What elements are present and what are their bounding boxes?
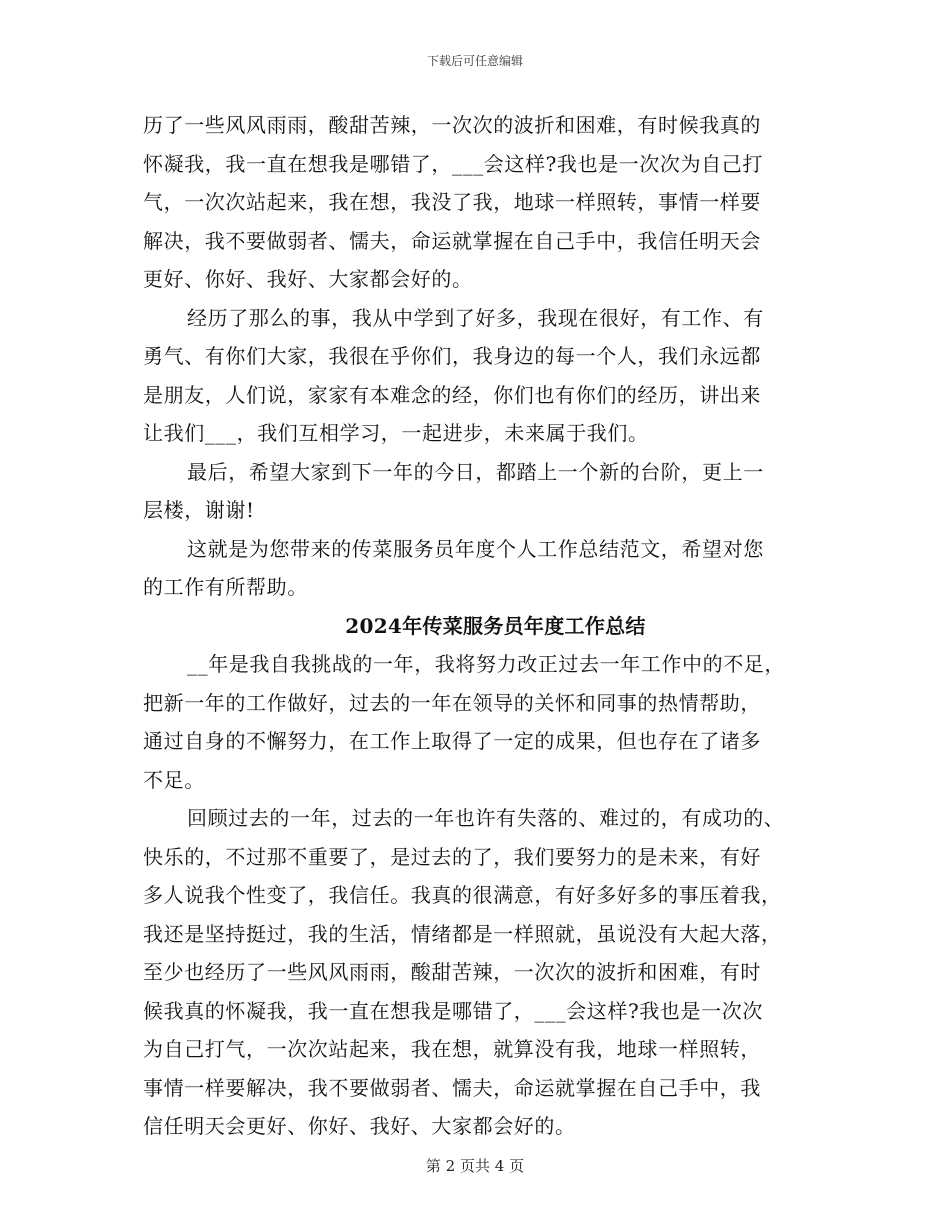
paragraph-line: 事情一样要解决，我不要做弱者、懦夫，命运就掌握在自己手中，我 [143, 1075, 761, 1100]
paragraph-line: 信任明天会更好、你好、我好、大家都会好的。 [143, 1114, 576, 1138]
paragraph-line: 把新一年的工作做好，过去的一年在领导的关怀和同事的热情帮助， [143, 690, 761, 715]
paragraph-line: 经历了那么的事，我从中学到了好多，我现在很好，有工作、有 [187, 305, 764, 330]
paragraph-line: 不足。 [143, 767, 205, 792]
page-footer: 第 2 页共 4 页 [425, 1157, 525, 1175]
page-header: 下载后可任意编辑 [426, 54, 523, 68]
paragraph-line: 层楼，谢谢! [143, 498, 255, 522]
paragraph-line: 候我真的怀凝我，我一直在想我是哪错了，___会这样?我也是一次次 [143, 998, 763, 1023]
paragraph-line: 最后，希望大家到下一年的今日，都踏上一个新的台阶，更上一 [187, 459, 764, 484]
paragraph-line: 回顾过去的一年，过去的一年也许有失落的、难过的，有成功的、 [187, 806, 785, 830]
section-title: 2024年传菜服务员年度工作总结 [345, 613, 646, 638]
paragraph-line: 更好、你好、我好、大家都会好的。 [143, 267, 473, 291]
paragraph-line: 怀凝我，我一直在想我是哪错了，___会这样?我也是一次次为自己打 [143, 151, 763, 176]
paragraph-line: 是朋友，人们说，家家有本难念的经，你们也有你们的经历，讲出来 [143, 382, 761, 407]
paragraph-line: 解决，我不要做弱者、懦夫，命运就掌握在自己手中，我信任明天会 [143, 228, 761, 253]
paragraph-line: 快乐的，不过那不重要了，是过去的了，我们要努力的是未来，有好 [143, 844, 761, 869]
paragraph-line: 为自己打气，一次次站起来，我在想，就算没有我，地球一样照转， [143, 1037, 761, 1061]
paragraph-line: 勇气、有你们大家，我很在乎你们，我身边的每一个人，我们永远都 [143, 344, 761, 368]
paragraph-line: 历了一些风风雨雨，酸甜苦辣，一次次的波折和困难，有时候我真的 [143, 113, 761, 137]
paragraph-line: 让我们___，我们互相学习，一起进步，未来属于我们。 [143, 421, 649, 445]
paragraph-line: 多人说我个性变了，我信任。我真的很满意，有好多好多的事压着我， [143, 883, 782, 907]
paragraph-line: 至少也经历了一些风风雨雨，酸甜苦辣，一次次的波折和困难，有时 [143, 960, 761, 984]
paragraph-line: __年是我自我挑战的一年，我将努力改正过去一年工作中的不足， [187, 652, 785, 676]
paragraph-line: 通过自身的不懈努力，在工作上取得了一定的成果，但也存在了诸多 [143, 729, 761, 753]
paragraph-line: 我还是坚持挺过，我的生活，情绪都是一样照就，虽说没有大起大落， [143, 921, 782, 946]
document-body [143, 106, 808, 1146]
paragraph-line: 的工作有所帮助。 [143, 575, 308, 599]
paragraph-line: 这就是为您带来的传菜服务员年度个人工作总结范文，希望对您 [187, 536, 764, 561]
paragraph-line: 气，一次次站起来，我在想，我没了我，地球一样照转，事情一样要 [143, 190, 761, 214]
